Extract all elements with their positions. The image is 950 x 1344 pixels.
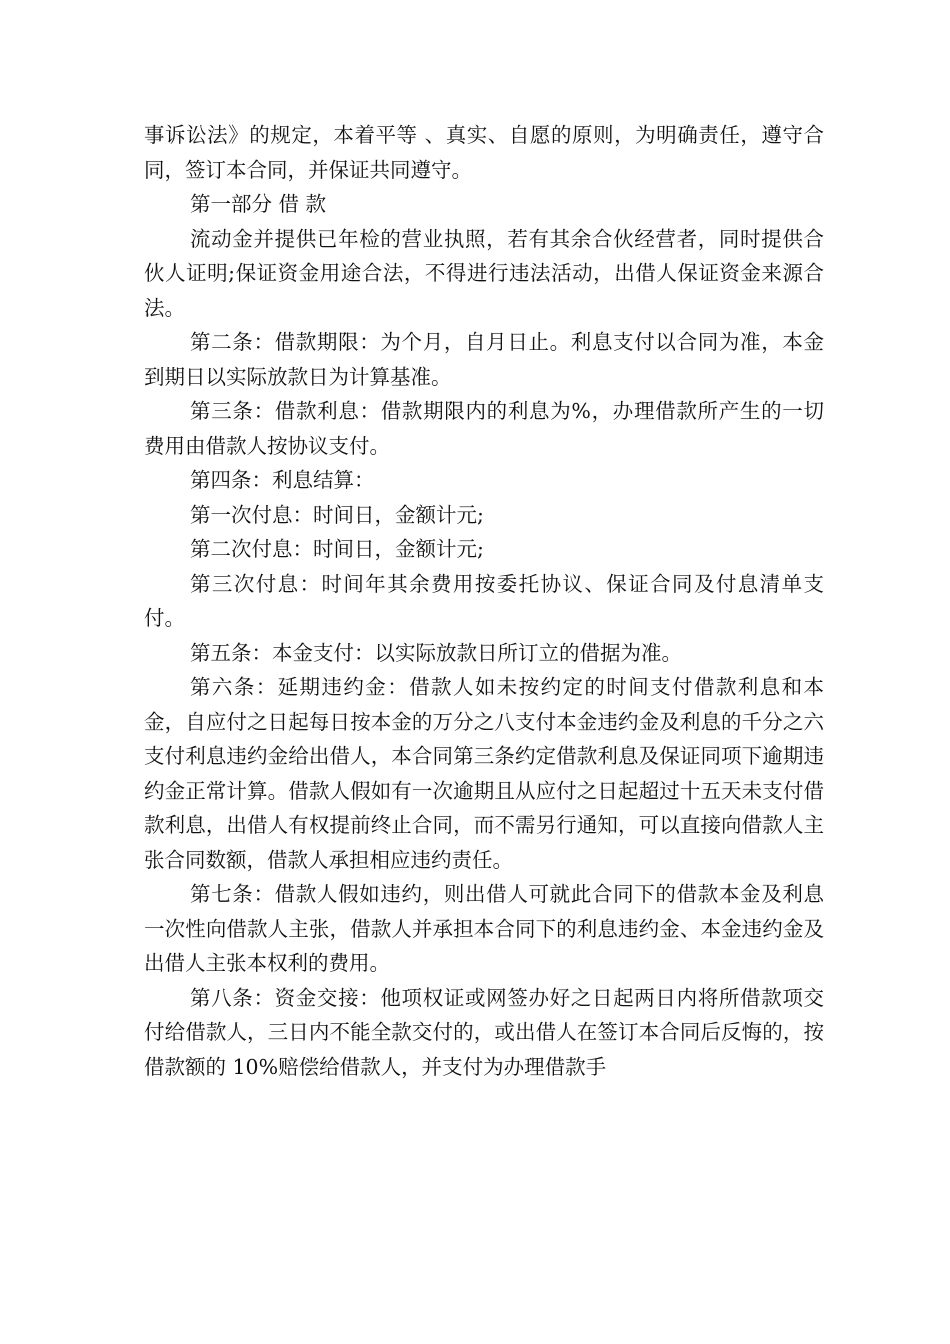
paragraph-article-5: 第五条：本金支付：以实际放款日所订立的借据为准。 bbox=[190, 640, 682, 665]
document-body bbox=[144, 118, 824, 1084]
paragraph-article-3: 第三条：借款利息：借款期限内的利息为%，办理借款所产生的一切费用由借款人按协议支付。 bbox=[144, 399, 824, 458]
paragraph-article-7: 第七条：借款人假如违约，则出借人可就此合同下的借款本金及利息一次性向借款人主张，借款人并承担本合同下的利息违约金、本金违约金及出借人主张本权利的费用。 bbox=[144, 882, 824, 975]
paragraph-article-6: 第六条：延期违约金：借款人如未按约定的时间支付借款利息和本金，自应付之日起每日按本金的万分之八支付本金违约金及利息的千分之六支付利息违约金给出借人，本合同第三条约定借款利息及保证同项下逾期违约金正常计算。借款人假如有一次逾期且从应付之日起超过十五天未支付借款利息，出借人有权提前终止合同，而不需另行通知，可以直接向借款人主张合同数额，借款人承担相应违约责任。 bbox=[144, 675, 824, 872]
paragraph-payment-1: 第一次付息：时间日，金额计元; bbox=[190, 502, 484, 527]
paragraph-first-clause: 流动金并提供已年检的营业执照，若有其余合伙经营者，同时提供合伙人证明;保证资金用途合法，不得进行违法活动，出借人保证资金来源合法。 bbox=[144, 226, 824, 320]
paragraph-payment-2: 第二次付息：时间日，金额计元; bbox=[190, 537, 484, 561]
paragraph-article-8: 第八条：资金交接：他项权证或网签办好之日起两日内将所借款项交付给借款人，三日内不能全款交付的，或出借人在签订本合同后反悔的，按借款额的 10%赔偿给借款人，并支付为办理借款手 bbox=[144, 985, 824, 1079]
paragraph-preamble: 事诉讼法》的规定，本着平等 、真实、自愿的原则，为明确责任，遵守合同，签订本合同，并保证共同遵守。 bbox=[144, 123, 824, 182]
section-heading-part-one: 第一部分 借 款 bbox=[190, 192, 327, 216]
paragraph-article-4: 第四条：利息结算： bbox=[190, 468, 375, 492]
paragraph-article-2: 第二条：借款期限：为个月，自月日止。利息支付以合同为准，本金到期日以实际放款日为计算基准。 bbox=[144, 330, 824, 389]
paragraph-payment-3: 第三次付息：时间年其余费用按委托协议、保证合同及付息清单支付。 bbox=[144, 571, 824, 630]
